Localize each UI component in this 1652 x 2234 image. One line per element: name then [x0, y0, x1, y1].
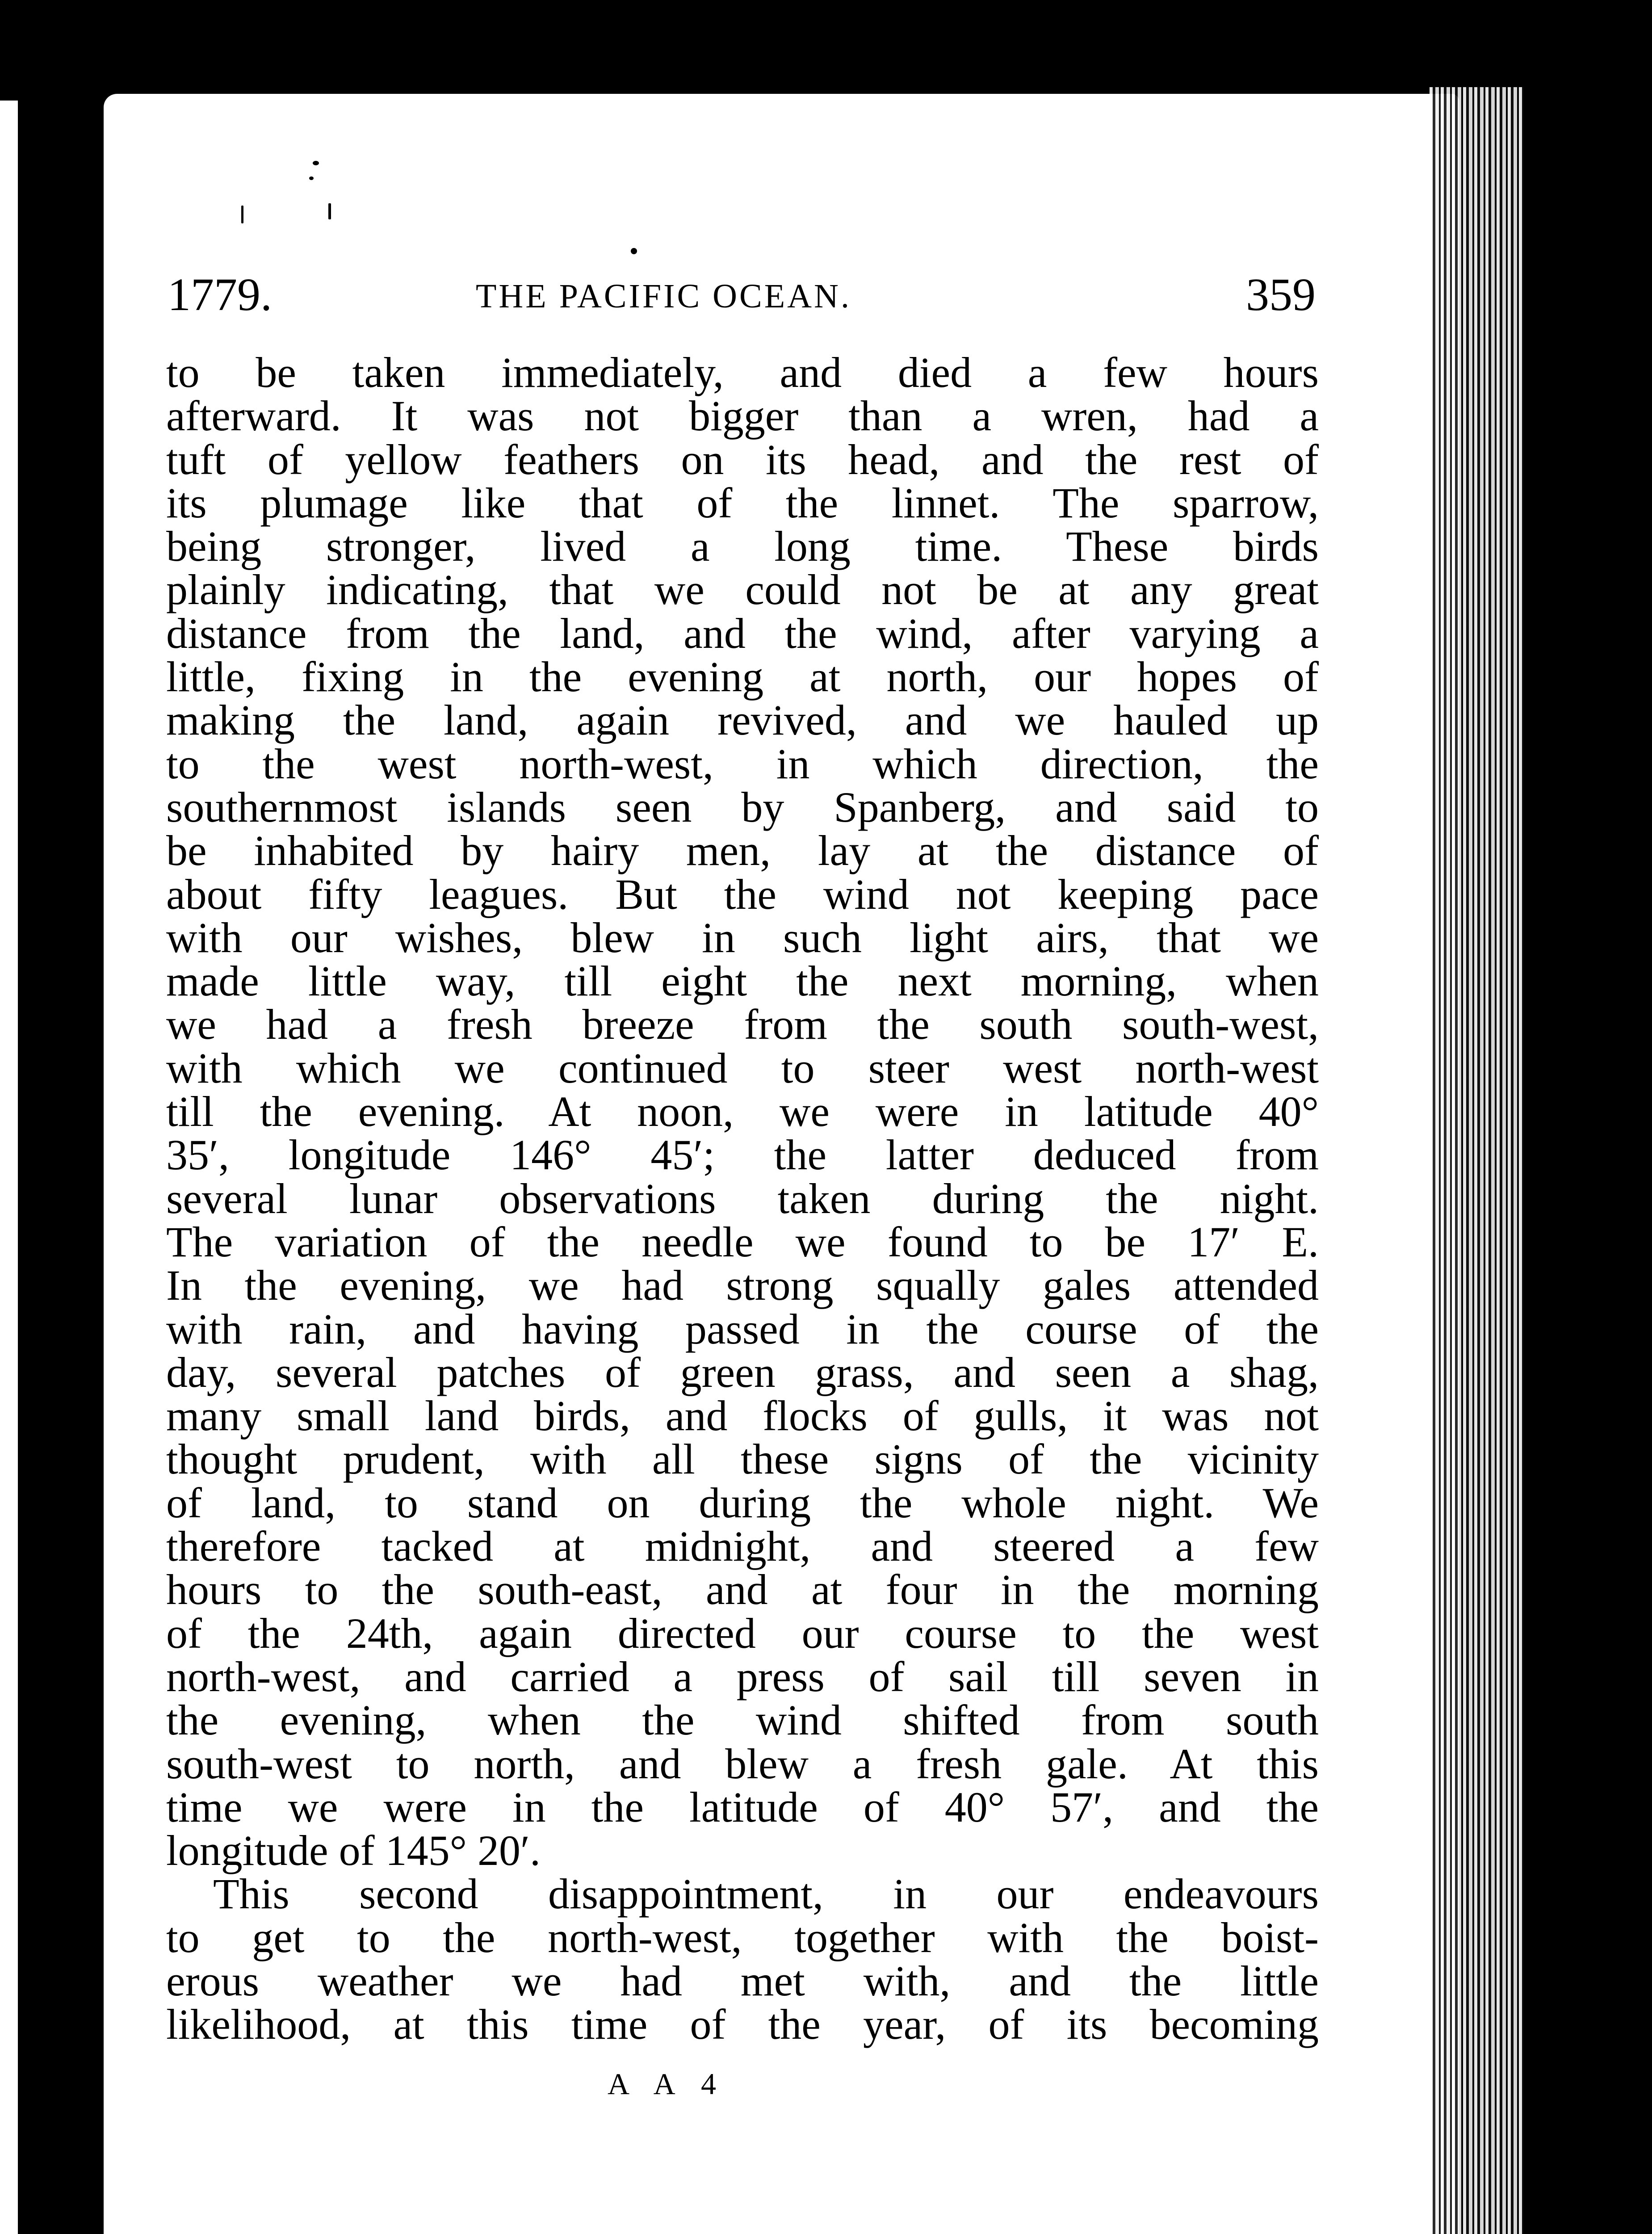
text-line: its plumage like that of the linnet. The sparrow,: [166, 479, 1319, 527]
text-line: be inhabited by hairy men, lay at the distance of: [166, 827, 1319, 875]
text-line: till the evening. At noon, we were in latitude 40°: [166, 1088, 1319, 1136]
text-line: made little way, till eight the next morning, when: [166, 957, 1319, 1005]
text-line: little, fixing in the evening at north, our hopes of: [166, 653, 1319, 701]
running-header: [168, 268, 1316, 326]
ink-speck: [328, 203, 331, 219]
text-line: many small land birds, and flocks of gulls, it was not: [166, 1392, 1319, 1440]
signature-mark: A A 4: [608, 2067, 726, 2101]
text-line: erous weather we had met with, and the little: [166, 1957, 1319, 2005]
text-line: plainly indicating, that we could not be at any great: [166, 566, 1319, 614]
text-line: with which we continued to steer west north-west: [166, 1044, 1319, 1092]
paragraph: [166, 349, 1319, 1875]
ink-speck: [313, 161, 319, 165]
text-line: time we were in the latitude of 40° 57′, and the: [166, 1783, 1319, 1831]
text-line: thought prudent, with all these signs of the vicinity: [166, 1435, 1319, 1483]
text-line: with rain, and having passed in the course of the: [166, 1305, 1319, 1353]
text-line: we had a fresh breeze from the south south-west,: [166, 1000, 1319, 1049]
text-line: 35′, longitude 146° 45′; the latter deduced from: [166, 1131, 1319, 1179]
header-page-number: 359: [1246, 269, 1316, 320]
header-running-title: THE PACIFIC OCEAN.: [476, 277, 851, 315]
text-line: southernmost islands seen by Spanberg, and said to: [166, 783, 1319, 831]
paragraph: [166, 1870, 1319, 2049]
text-line: tuft of yellow feathers on its head, and the rest of: [166, 435, 1319, 483]
text-line: being stronger, lived a long time. These birds: [166, 522, 1319, 571]
text-line: This second disappointment, in our endeavours: [213, 1870, 1319, 1918]
text-line: the evening, when the wind shifted from south: [166, 1696, 1319, 1744]
text-line: of land, to stand on during the whole night. We: [166, 1478, 1319, 1527]
text-line: to the west north-west, in which direction, the: [166, 739, 1319, 788]
ink-speck: [241, 206, 243, 223]
text-line: In the evening, we had strong squally gales attended: [166, 1261, 1319, 1310]
text-line: afterward. It was not bigger than a wren, had a: [166, 392, 1319, 440]
text-line: The variation of the needle we found to be 17′ E.: [166, 1218, 1319, 1266]
text-line: to get to the north-west, together with the boist-: [166, 1913, 1319, 1961]
text-line: north-west, and carried a press of sail till seven in: [166, 1652, 1319, 1701]
text-line: several lunar observations taken during the night.: [166, 1174, 1319, 1222]
text-line: longitude of 145° 20′.: [166, 1827, 541, 1875]
text-line: south-west to north, and blew a fresh gale. At this: [166, 1739, 1319, 1788]
text-line: likelihood, at this time of the year, of its becoming: [166, 2000, 1319, 2049]
text-line: of the 24th, again directed our course to the west: [166, 1609, 1319, 1657]
text-line: making the land, again revived, and we hauled up: [166, 696, 1319, 744]
text-line: to be taken immediately, and died a few hours: [166, 349, 1319, 396]
text-line: therefore tacked at midnight, and steered a few: [166, 1522, 1319, 1571]
text-line: distance from the land, and the wind, after varying a: [166, 609, 1319, 657]
header-year: 1779.: [168, 269, 272, 320]
ink-speck: [309, 176, 314, 180]
scan-left-edge: [0, 101, 18, 2234]
page-edges-right: [1430, 87, 1523, 2234]
text-line: hours to the south-east, and at four in the morning: [166, 1566, 1319, 1614]
ink-speck: [631, 248, 637, 254]
text-line: about fifty leagues. But the wind not keeping pace: [166, 870, 1319, 918]
text-line: with our wishes, blew in such light airs, that we: [166, 913, 1319, 962]
page-body: [166, 349, 1319, 2049]
text-line: day, several patches of green grass, and seen a shag,: [166, 1348, 1319, 1396]
